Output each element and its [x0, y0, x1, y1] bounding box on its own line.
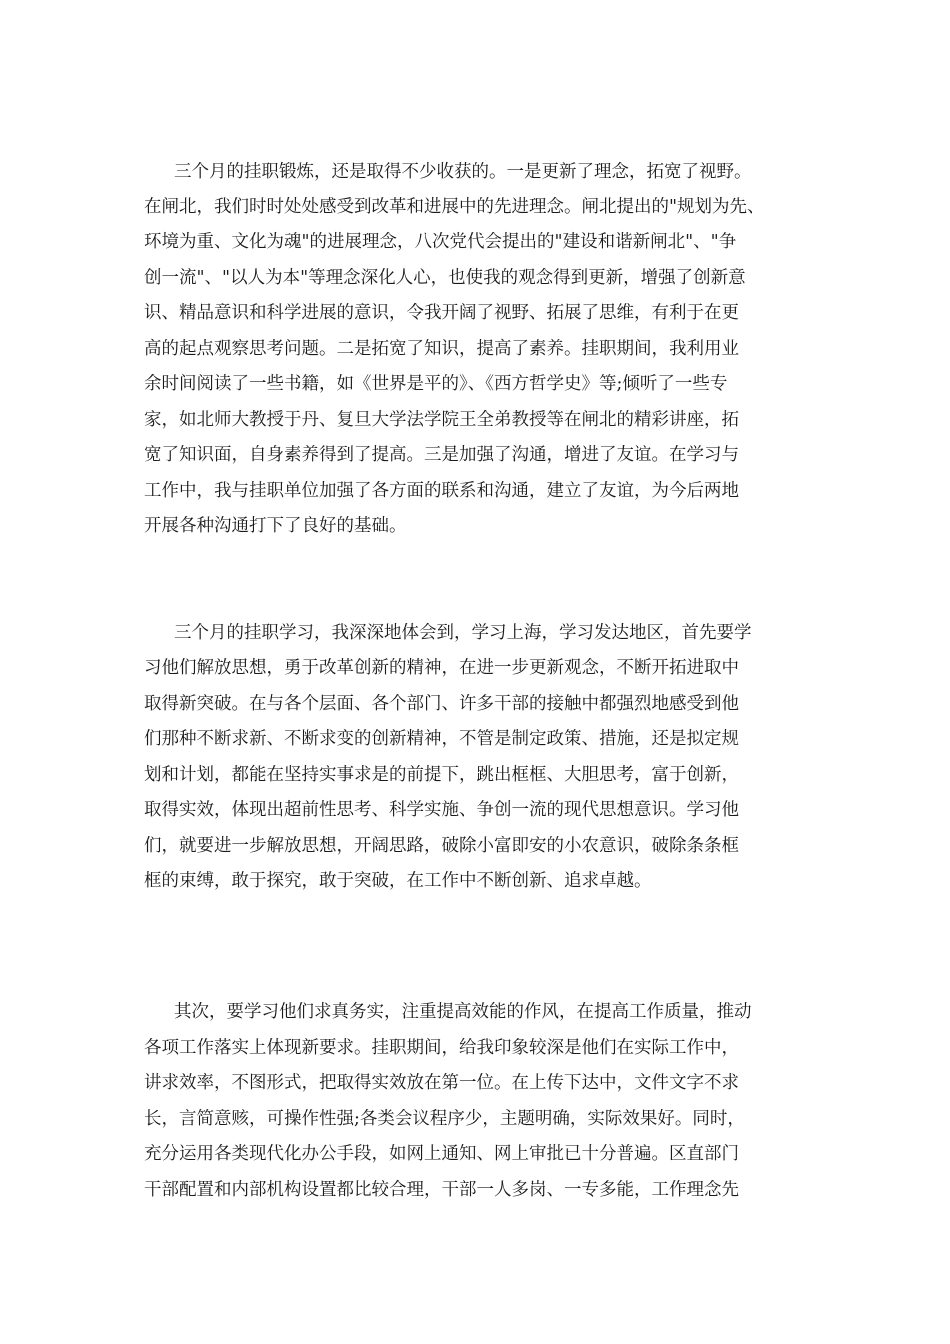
paragraph-line: 高的起点观察思考问题。二是拓宽了知识，提高了素养。挂职期间，我利用业	[144, 339, 739, 359]
paragraph-line: 取得新突破。在与各个层面、各个部门、许多干部的接触中都强烈地感受到他	[144, 694, 739, 714]
paragraph-line: 取得实效，体现出超前性思考、科学实施、争创一流的现代思想意识。学习他	[144, 800, 739, 820]
paragraph-line: 识、精品意识和科学进展的意识，令我开阔了视野、拓展了思维，有利于在更	[144, 303, 739, 323]
paragraph-line: 们，就要进一步解放思想，开阔思路，破除小富即安的小农意识，破除条条框	[144, 836, 739, 856]
paragraph-line: 各项工作落实上体现新要求。挂职期间，给我印象较深是他们在实际工作中，	[144, 1038, 739, 1058]
paragraph-line: 充分运用各类现代化办公手段，如网上通知、网上审批已十分普遍。区直部门	[144, 1144, 739, 1164]
paragraph-line: 们那种不断求新、不断求变的创新精神，不管是制定政策、措施，还是拟定规	[144, 729, 739, 749]
paragraph-line: 开展各种沟通打下了良好的基础。	[144, 516, 407, 536]
paragraph-line: 余时间阅读了一些书籍，如《世界是平的》、《西方哲学史》等;倾听了一些专	[144, 374, 728, 394]
paragraph-line: 三个月的挂职锻炼，还是取得不少收获的。一是更新了理念，拓宽了视野。	[174, 162, 752, 182]
paragraph-line: 讲求效率，不图形式，把取得实效放在第一位。在上传下达中，文件文字不求	[144, 1073, 739, 1093]
paragraph-line: 在闸北，我们时时处处感受到改革和进展中的先进理念。闸北提出的"规划为先、	[144, 197, 765, 217]
paragraph-line: 宽了知识面，自身素养得到了提高。三是加强了沟通，增进了友谊。在学习与	[144, 445, 739, 465]
paragraph-line: 长，言简意赅，可操作性强;各类会议程序少，主题明确，实际效果好。同时，	[144, 1109, 745, 1129]
paragraph-line: 习他们解放思想，勇于改革创新的精神，在进一步更新观念，不断开拓进取中	[144, 658, 739, 678]
paragraph-line: 其次，要学习他们求真务实，注重提高效能的作风，在提高工作质量，推动	[174, 1002, 752, 1022]
paragraph-line: 工作中，我与挂职单位加强了各方面的联系和沟通，建立了友谊，为今后两地	[144, 481, 739, 501]
paragraph-line: 干部配置和内部机构设置都比较合理，干部一人多岗、一专多能，工作理念先	[144, 1180, 739, 1200]
paragraph-line: 三个月的挂职学习，我深深地体会到，学习上海，学习发达地区，首先要学	[174, 623, 752, 643]
paragraph-line: 创一流"、"以人为本"等理念深化人心，也使我的观念得到更新，增强了创新意	[144, 268, 746, 288]
paragraph-line: 环境为重、文化为魂"的进展理念，八次党代会提出的"建设和谐新闸北"、"争	[144, 232, 737, 252]
paragraph-line: 家，如北师大教授于丹、复旦大学法学院王全弟教授等在闸北的精彩讲座，拓	[144, 410, 739, 430]
paragraph-line: 框的束缚，敢于探究，敢于突破，在工作中不断创新、追求卓越。	[144, 871, 652, 891]
paragraph-line: 划和计划，都能在坚持实事求是的前提下，跳出框框、大胆思考，富于创新，	[144, 765, 739, 785]
